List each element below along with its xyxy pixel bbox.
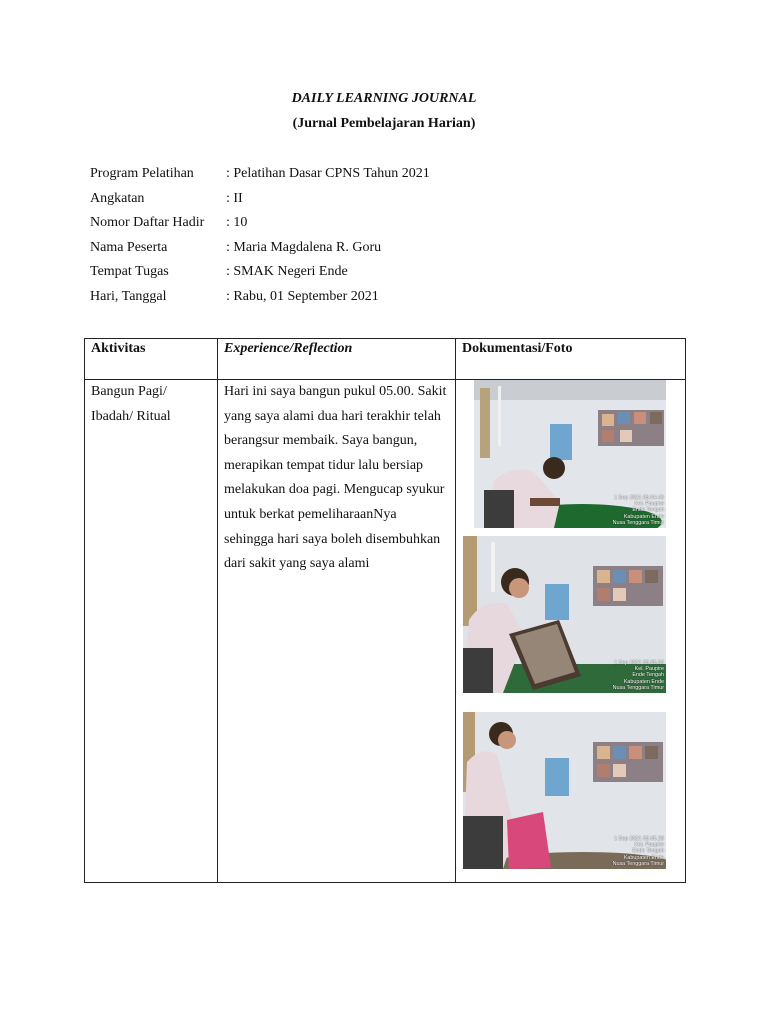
header-dokumentasi: Dokumentasi/Foto [456, 339, 686, 380]
stamp-line: Kabupaten Ende [623, 513, 664, 520]
document-title: DAILY LEARNING JOURNAL [291, 91, 477, 106]
header-experience: Experience/Reflection [218, 339, 456, 380]
stamp-line: Nusa Tenggara Timur [612, 684, 664, 691]
info-value: : Rabu, 01 September 2021 [226, 288, 379, 304]
header-aktivitas: Aktivitas [85, 339, 218, 380]
stamp-line: 1 Sep 2021 05.05.28 [613, 835, 664, 842]
info-label: Nomor Daftar Hadir [90, 215, 205, 231]
table-header-row [85, 339, 686, 380]
reflection-cell [218, 380, 456, 883]
stamp-line: Kel. Paupire [634, 666, 664, 673]
activity-line: Ibadah/ Ritual [91, 408, 171, 424]
stamp-line: Nusa Tenggara Timur [612, 519, 664, 526]
stamp-line: Kabupaten Ende [623, 854, 664, 861]
stamp-line: Kel. Paupire [634, 501, 664, 508]
info-value: : II [226, 190, 243, 206]
documentation-photo [474, 380, 666, 528]
reflection-text: Hari ini saya bangun pukul 05.00. Sakit yang saya alami dua hari terakhir telah berangsur membaik. Saya bangun, merapikan tempat tidur lalu bersiap melakukan doa pagi. Mengucap syukur untuk berkat pemeliharaanNya sehingga hari saya boleh disembuhkan dari sakit yang saya alami [224, 384, 447, 572]
info-value: : Maria Magdalena R. Goru [226, 239, 382, 255]
stamp-line: Ende Tengah [632, 848, 664, 855]
info-label: Hari, Tanggal [90, 288, 167, 304]
table-row [85, 380, 686, 883]
stamp-line: Kel. Paupire [634, 842, 664, 849]
stamp-line: Nusa Tenggara Timur [612, 860, 664, 867]
stamp-line: Ende Tengah [632, 507, 664, 514]
document-subtitle: (Jurnal Pembelajaran Harian) [292, 116, 476, 131]
photo-timestamp [613, 660, 664, 691]
info-value: : SMAK Negeri Ende [226, 264, 348, 280]
activity-line: Bangun Pagi/ [91, 384, 167, 399]
info-label: Nama Peserta [90, 239, 168, 255]
info-label: Program Pelatihan [90, 166, 194, 181]
photo-timestamp [613, 495, 664, 526]
photo-cell [456, 380, 686, 883]
info-value: : 10 [226, 215, 248, 231]
info-label: Angkatan [90, 190, 145, 206]
stamp-line: Kabupaten Ende [623, 678, 664, 685]
info-value: : Pelatihan Dasar CPNS Tahun 2021 [226, 166, 430, 181]
info-label: Tempat Tugas [90, 264, 169, 280]
photo-timestamp [613, 836, 664, 867]
journal-table [84, 338, 686, 883]
stamp-line: 1 Sep 2021 05.05.03 [613, 659, 664, 666]
documentation-photo [463, 536, 666, 693]
documentation-photo [463, 712, 666, 869]
activity-cell [85, 380, 218, 883]
stamp-line: Ende Tengah [632, 672, 664, 679]
stamp-line: 1 Sep 2021 05.04.43 [613, 494, 664, 501]
